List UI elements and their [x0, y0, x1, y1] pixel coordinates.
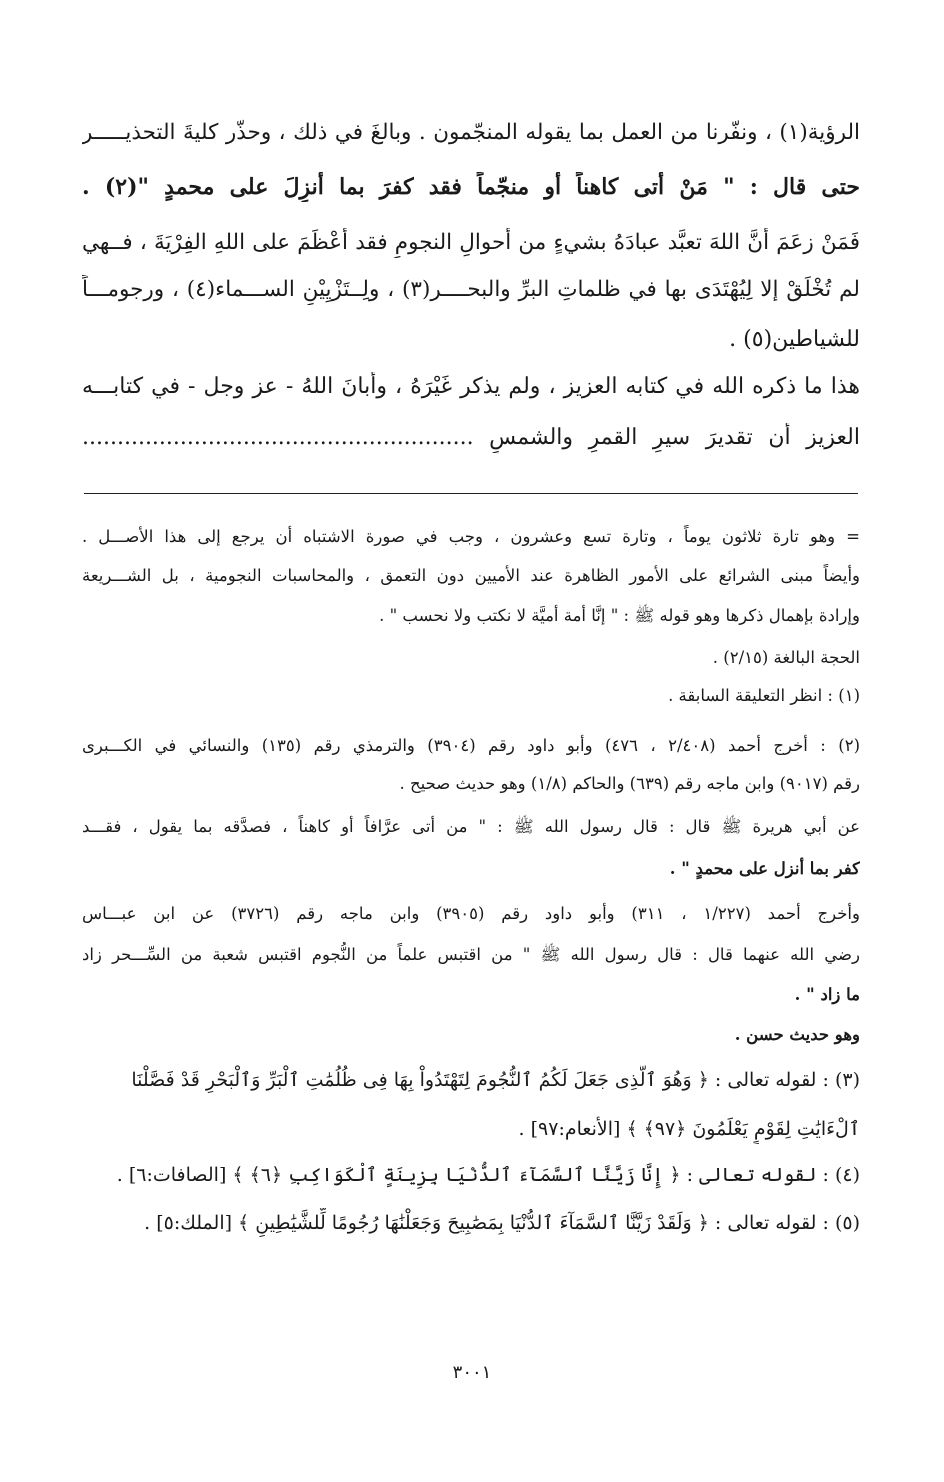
footnote-source-line: الحجة البالغة (٢/١٥) . [712, 648, 860, 667]
footnote-2-line-1: (٢) : أخرج أحمد (٢/٤٠٨ ، ٤٧٦) وأبو داود رقم (٣٩٠٤) والترمذي رقم (١٣٥) والنسائي في الكـــبرى [82, 736, 860, 755]
footnote-3-line-1: (٣) : لقوله تعالى : ﴿ وَهُوَ ٱلَّذِى جَعَلَ لَكُمُ ٱلنُّجُومَ لِتَهْتَدُواْ بِهَا فِى ظُلُمَٰتِ ٱلْبَرِّ وَٱلْبَحْرِ قَدْ فَصَّلْنَا [131, 1069, 860, 1091]
footnote-continuation-line-3: وإرادة بإهمال ذكرها وهو قوله ﷺ : " إنَّا أمة أميَّة لا نكتب ولا نحسب " . [379, 606, 860, 625]
footnote-2-line-2: رقم (٩٠١٧) وابن ماجه رقم (٦٣٩) والحاكم (١/٨) وهو حديث صحيح . [399, 774, 860, 793]
footnote-3-line-2: ٱلْءَايَٰتِ لِقَوْمٍ يَعْلَمُونَ ﴿٩٧﴾ ﴾ [الأنعام:٩٧] . [518, 1118, 860, 1140]
footnote-2-line-5: وأخرج أحمد (١/٢٢٧ ، ٣١١) وأبو داود رقم (٣٩٠٥) وابن ماجه رقم (٣٧٢٦) عن ابن عبـــاس [82, 904, 860, 923]
footnote-separator [84, 493, 858, 494]
footnote-2-line-6: رضي الله عنهما قال : قال رسول الله ﷺ " من اقتبس علماً من النُّجوم اقتبس شعبة من السِّـــحر زاد [82, 945, 860, 964]
body-line-5: للشياطين(٥) . [729, 327, 860, 352]
body-line-4: لم تُخْلَقْ إلا لِيُهْتَدَى بها في ظلماتِ البرِّ والبحــــر(٣) ، ولِــتَزْيِيْنِ الســـماء(٤) ، ورجومـــاً [82, 277, 860, 302]
footnote-4: (٤) : لقوله تعالى : ﴿ إِنَّا زَيَّنَّا ٱلسَّمَآءَ ٱلدُّنْيَا بِزِينَةٍ ٱلْكَوَاكِبِ ﴿٦﴾ ﴾ [الصافات:٦] . [116, 1164, 860, 1186]
footnote-2-line-7: ما زاد " . [794, 985, 860, 1004]
footnote-1: (١) : انظر التعليقة السابقة . [668, 686, 860, 705]
footnote-5: (٥) : لقوله تعالى : ﴿ وَلَقَدْ زَيَّنَّا ٱلسَّمَآءَ ٱلدُّنْيَا بِمَصَٰبِيحَ وَجَعَلْنَٰهَا رُجُومًا لِّلشَّيَٰطِينِ ﴾ [الملك:٥] . [144, 1212, 860, 1234]
footnote-continuation-line-2: وأيضاً مبنى الشرائع على الأمور الظاهرة عند الأميين دون التعمق ، والمحاسبات النجومية ، بل الشـــريعة [82, 566, 860, 585]
body-line-2: حتى قال : " مَنْ أتى كاهناً أو منجّماً فقد كفرَ بما أُنزِلَ على محمدٍ "(٢) . [82, 174, 860, 200]
footnote-continuation-line-1: = وهو تارة ثلاثون يوماً ، وتارة تسع وعشرون ، وجب في صورة الاشتباه أن يرجع إلى هذا الأصـــل . [82, 527, 860, 546]
body-line-3: فَمَنْ زعَمَ أنَّ اللهَ تعبَّد عبادَهُ بشيءٍ من أحوالِ النجومِ فقد أَعْظَمَ على اللهِ الفِرْيَةَ ، فــهي [82, 230, 860, 255]
footnote-2-line-4: كفر بما أنزل على محمدٍ " . [669, 859, 860, 878]
footnote-2-line-8: وهو حديث حسن . [734, 1025, 860, 1044]
page-number: ٣٠٠١ [452, 1362, 492, 1383]
body-line-7: العزيز أن تقديرَ سيرِ القمرِ والشمسِ ........................................................ [82, 425, 860, 450]
body-line-6: هذا ما ذكره الله في كتابه العزيز ، ولم يذكر غَيْرَهُ ، وأبانَ اللهُ - عز وجل - في كتابـــه [82, 374, 860, 399]
footnote-2-line-3: عن أبي هريرة ﷺ قال : قال رسول الله ﷺ : " من أتى عرَّافاً أو كاهناً ، فصدَّقه بما يقول ، فقـــد [82, 817, 860, 836]
body-line-1: الرؤية(١) ، ونفّرنا من العمل بما يقوله المنجّمون . وبالغَ في ذلك ، وحذّر كليةَ التحذيـــــر [82, 120, 860, 145]
